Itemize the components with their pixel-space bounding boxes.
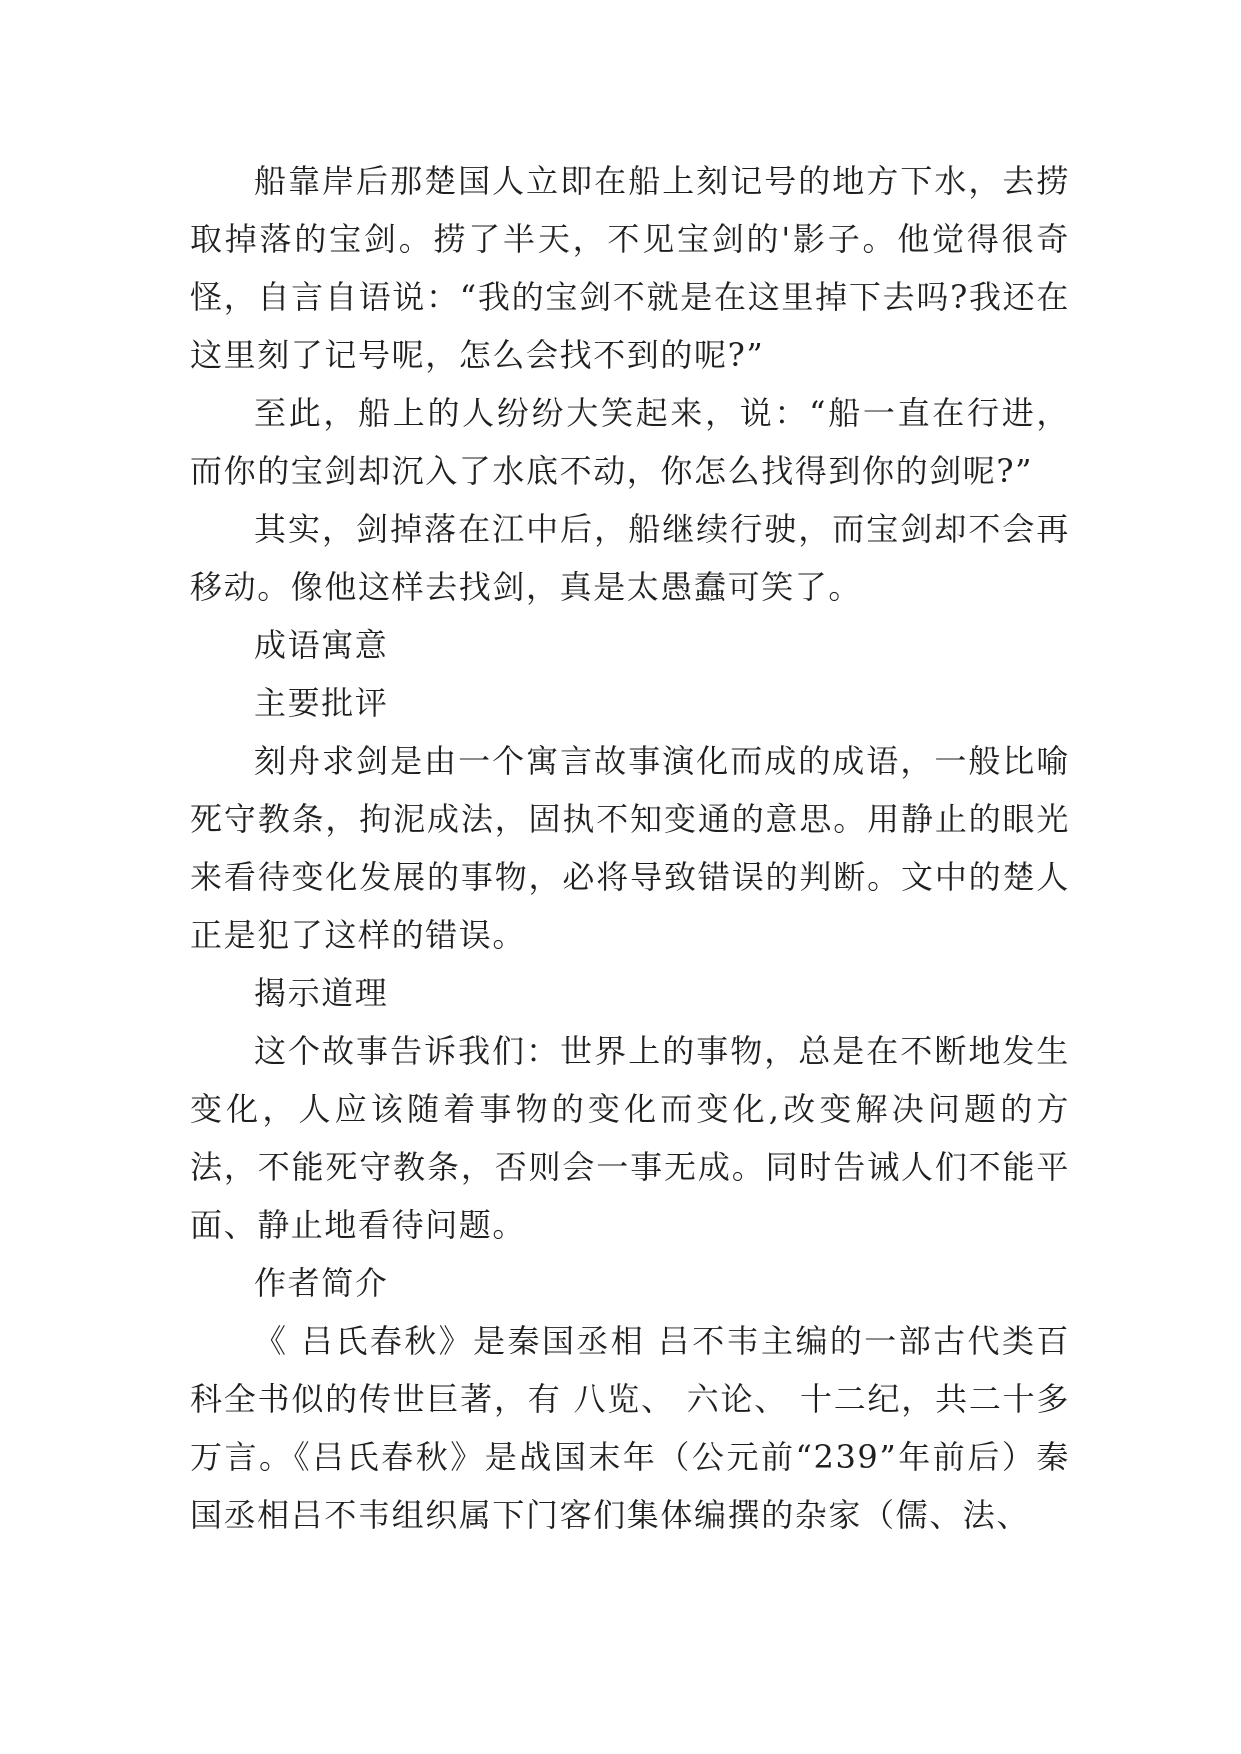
section-heading-main-criticism: 主要批评 [254, 684, 389, 722]
section-heading-idiom-meaning: 成语寓意 [254, 626, 389, 664]
section-heading-lesson: 揭示道理 [254, 974, 389, 1012]
criticism-paragraph: 刻舟求剑是由一个寓言故事演化而成的成语，一般比喻死守教条，拘泥成法，固执不知变通的意思。用静止的眼光来看待变化发展的事物，必将导致错误的判断。文中的楚人正是犯了这样的错误。 [190, 742, 1070, 954]
story-paragraph-people-laugh: 至此，船上的人纷纷大笑起来，说：“船一直在行进，而你的宝剑却沉入了水底不动，你怎么找得到你的剑呢?” [190, 394, 1070, 490]
section-heading-author-intro: 作者简介 [254, 1264, 389, 1302]
lesson-paragraph: 这个故事告诉我们：世界上的事物，总是在不断地发生变化，人应该随着事物的变化而变化,改变解决问题的方法，不能死守教条，否则会一事无成。同时告诫人们不能平面、静止地看待问题。 [190, 1032, 1070, 1244]
document-body [190, 152, 1070, 1544]
story-paragraph-retrieve-sword: 船靠岸后那楚国人立即在船上刻记号的地方下水，去捞取掉落的宝剑。捞了半天，不见宝剑的'影子。他觉得很奇怪，自言自语说：“我的宝剑不就是在这里掉下去吗?我还在这里刻了记号呢，怎么会找不到的呢?” [190, 162, 1070, 374]
story-paragraph-conclusion: 其实，剑掉落在江中后，船继续行驶，而宝剑却不会再移动。像他这样去找剑，真是太愚蠢可笑了。 [190, 510, 1070, 606]
author-intro-paragraph: 《 吕氏春秋》是秦国丞相 吕不韦主编的一部古代类百科全书似的传世巨著，有 八览、 六论、 十二纪，共二十多万言。《吕氏春秋》是战国末年（公元前“239”年前后）秦国丞相吕不韦组织属下门客们集体编撰的杂家（儒、法、 [190, 1322, 1070, 1534]
